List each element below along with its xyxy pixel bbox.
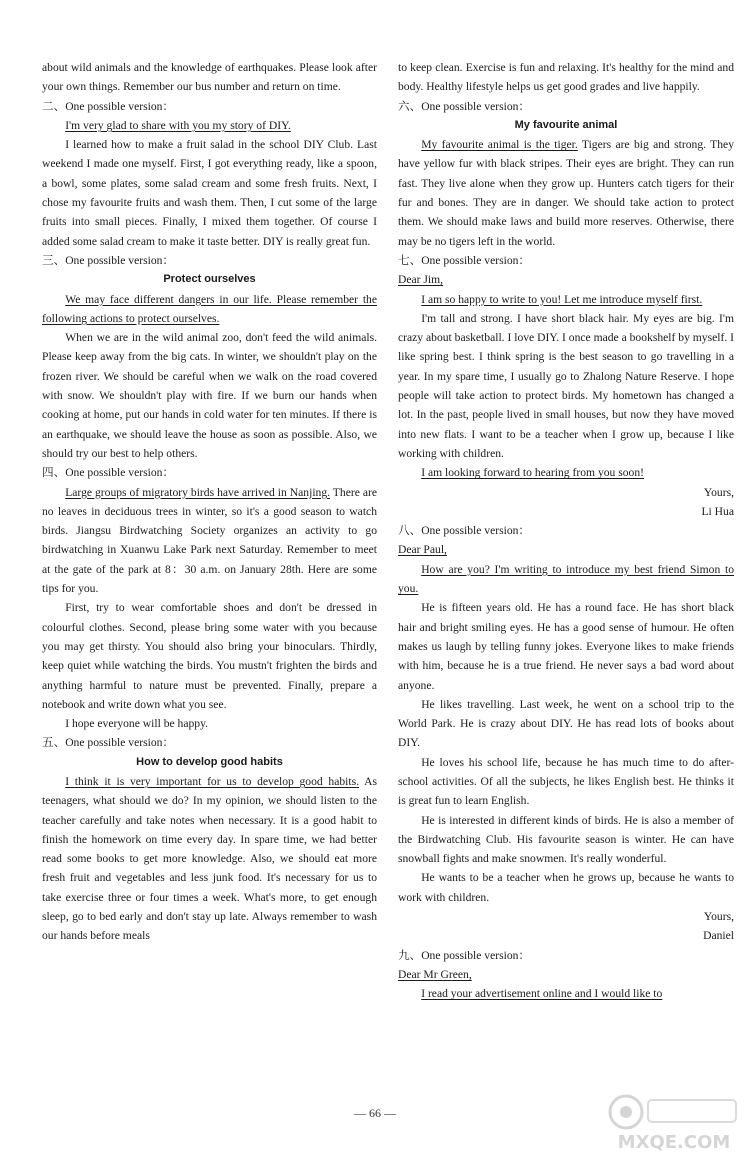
essay-title: Protect ourselves xyxy=(163,273,256,286)
paragraph-text: Tigers are big and strong. They have yellow fur with black stripes. Their eyes are bright. They can run fast. They live alone when they grow up. Hunters catch tigers for their fur and bones. They are in danger. We should take action to protect them. We should make laws and build more reserves. Otherwise, there may be no tigers left in the world. xyxy=(398,138,734,248)
left-column xyxy=(42,58,377,946)
section-heading-9: 九、One possible version： xyxy=(398,948,531,962)
watermark-text: MXQE.COM xyxy=(617,1132,731,1153)
watermark-logo xyxy=(604,1090,744,1156)
underlined-topic-sentence: I'm very glad to share with you my story of DIY. xyxy=(65,118,291,132)
essay-title: How to develop good habits xyxy=(136,755,283,768)
underlined-topic-sentence: I am so happy to write to you! Let me introduce myself first. xyxy=(421,292,703,306)
letter-signature: Daniel xyxy=(703,929,734,943)
paragraph: He is interested in different kinds of birds. He is also a member of the Birdwatching Club. His favourite season is winter. He can have snowball fights and make snowmen. It's really wonderful. xyxy=(398,813,734,866)
letter-closing: Yours, xyxy=(703,485,734,499)
paragraph: He likes travelling. Last week, he went on a school trip to the World Park. He is crazy about DIY. He has read lots of books about DIY. xyxy=(398,697,734,750)
section-heading-3: 三、One possible version： xyxy=(42,253,175,267)
paragraph: I'm tall and strong. I have short black hair. My eyes are big. I'm crazy about basketball. I love DIY. I once made a bookshelf by myself. I like spring best. I think spring is the best season to go travelling in a year. In my spare time, I usually go to Zhalong Nature Reserve. I hope people will take action to protect birds. My hometown has changed a lot. In the past, people lived in small houses, but now they have moved into new flats. I want to be a teacher when I grow up, because I like working with children. xyxy=(398,311,734,460)
paragraph-text: There are no leaves in deciduous trees in winter, so it's a good season to watch birds. Jiangsu Birdwatching Society organizes an activity to go birdwatching in Xuanwu Lake Park next Saturday. Remember to meet at the gate of the park at 8：30 a.m. on January 28th. Here are some tips for you. xyxy=(42,485,377,596)
paragraph-text: As teenagers, what should we do? In my opinion, we should listen to the teacher carefully and take notes when necessary. It is a good habit to finish the homework on time every day. In spare time, we had better read some books to get more knowledge. Also, we should eat more fresh fruit and vegetables and less junk food. It's necessary for us to take exercise three or four times a week. What's more, to get enough sleep, go to bed early and don't stay up late. Always remember to wash our hands before meals xyxy=(42,774,377,943)
underlined-topic-sentence: I read your advertisement online and I would like to xyxy=(421,987,663,1001)
letter-greeting: Dear Paul, xyxy=(398,543,447,557)
underlined-topic-sentence: Large groups of migratory birds have arrived in Nanjing. xyxy=(65,485,331,499)
essay-title: My favourite animal xyxy=(514,118,618,131)
paragraph: He loves his school life, because he has much time to do after-school activities. Of all the subjects, he likes English best. He thinks it is great fun to learn English. xyxy=(398,755,734,808)
paragraph: I learned how to make a fruit salad in the school DIY Club. Last weekend I made one myself. First, I got everything ready, like a spoon, a bowl, some plates, some salad cream and some fresh fruits. Next, I chose my favourite fruits and wash them. Then, I cut some of the large fruits into small pieces. Finally, I mixed them together. Of course I added some salad cream to make it taste better. DIY is really great fun. xyxy=(42,138,377,248)
letter-signature: Li Hua xyxy=(701,504,734,518)
underlined-topic-sentence: My favourite animal is the tiger. xyxy=(421,138,578,152)
underlined-topic-sentence: We may face different dangers in our life. Please remember the following actions to protect ourselves. xyxy=(42,292,377,325)
paragraph: I hope everyone will be happy. xyxy=(65,717,209,731)
section-heading-5: 五、One possible version： xyxy=(42,736,175,750)
page-number: — 66 — xyxy=(354,1106,396,1120)
section-heading-6: 六、One possible version： xyxy=(398,99,531,113)
letter-greeting: Dear Jim, xyxy=(398,273,444,287)
paragraph: about wild animals and the knowledge of earthquakes. Please look after your own things. Remember our bus number and return on time. xyxy=(42,61,377,94)
right-column xyxy=(398,58,734,1004)
paragraph: He wants to be a teacher when he grows up, because he wants to work with children. xyxy=(398,871,734,904)
paragraph: to keep clean. Exercise is fun and relaxing. It's healthy for the mind and body. Healthy lifestyle helps us get good grades and live happily. xyxy=(398,61,734,94)
section-heading-7: 七、One possible version： xyxy=(398,253,531,267)
section-heading-4: 四、One possible version： xyxy=(42,466,175,480)
paragraph: When we are in the wild animal zoo, don't feed the wild animals. Please keep away from the big cats. In winter, we shouldn't play on the frozen river. We should be careful when we walk on the road covered with snow. We shouldn't play with fire. If we burn our hands when cooking at home, put our hands in cold water for ten minutes. If there is an earthquake, we should leave the house as soon as possible. Also, we should try our best to help others. xyxy=(42,331,377,460)
letter-greeting: Dear Mr Green, xyxy=(398,967,472,981)
letter-closing: Yours, xyxy=(703,910,734,924)
paragraph: He is fifteen years old. He has a round face. He has short black hair and bright smiling eyes. He has a good sense of humour. He often makes us laugh by telling funny jokes. Everyone likes to make friends with him, because he is a true friend. He never says a bad word about anyone. xyxy=(398,601,734,692)
section-heading-8: 八、One possible version： xyxy=(398,524,531,538)
underlined-closing-sentence: I am looking forward to hearing from you soon! xyxy=(421,466,644,480)
underlined-topic-sentence: I think it is very important for us to develop good habits. xyxy=(65,774,360,788)
underlined-topic-sentence: How are you? I'm writing to introduce my best friend Simon to you. xyxy=(398,562,734,596)
section-heading-2: 二、One possible version： xyxy=(42,99,175,113)
paragraph: First, try to wear comfortable shoes and don't be dressed in colourful clothes. Second, please bring some water with you because you may get thirsty. You should also bring your binoculars. Thirdly, keep quiet while watching the birds. You mustn't frighten the birds and anything harmful to nature must be prevented. Finally, prepare a notebook and write down what you see. xyxy=(42,601,377,711)
